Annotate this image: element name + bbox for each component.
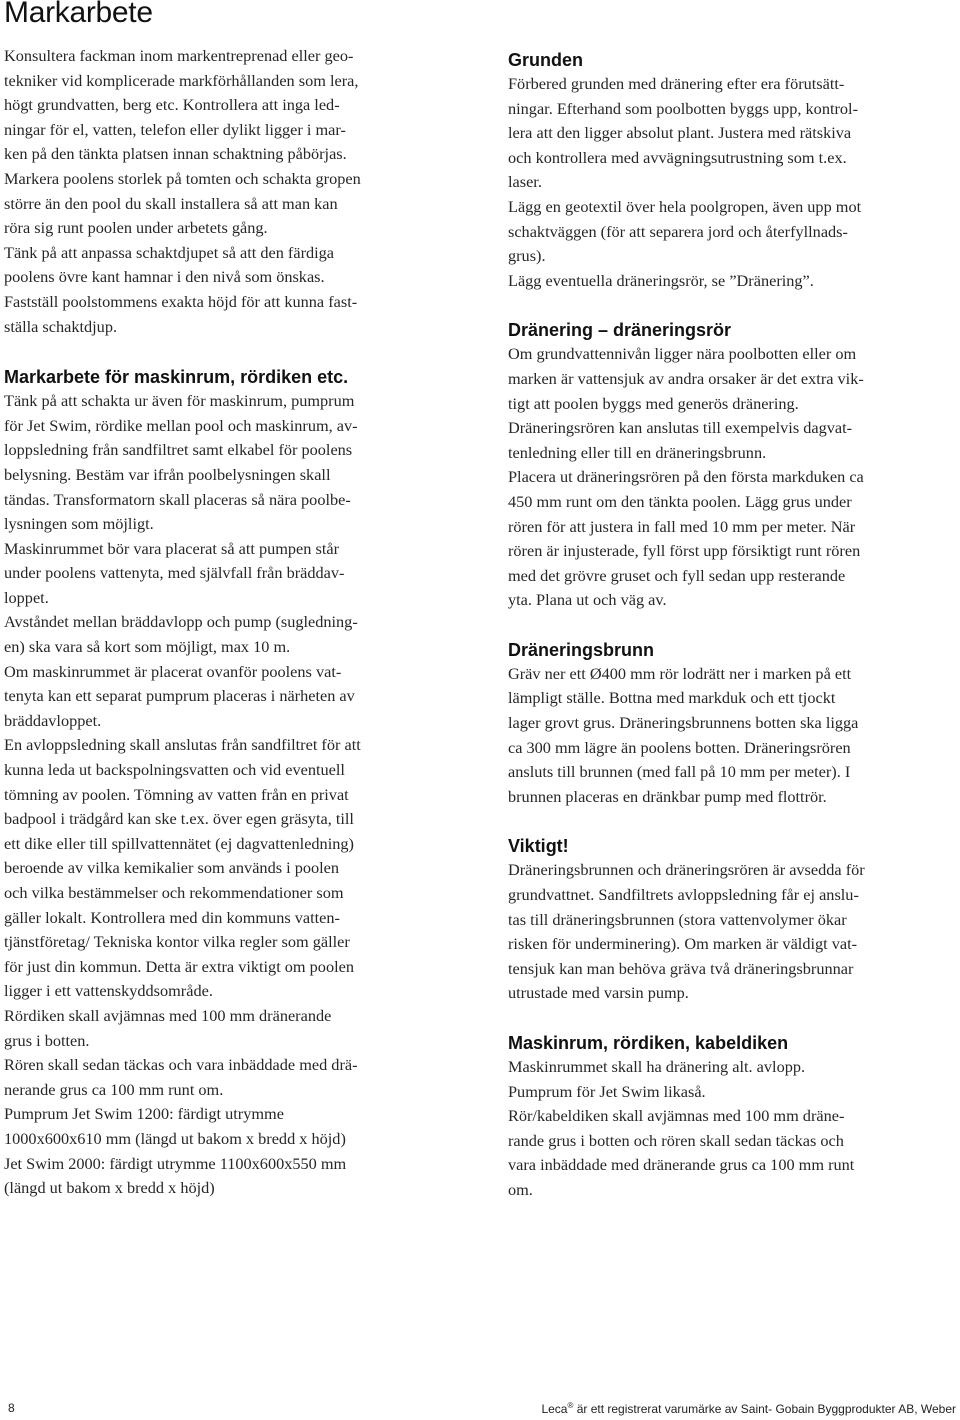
maskinrum-paragraph-4: Om maskinrummet är placerat ovanför poolens vat- tenyta kan ett separat pumprum placeras i närheten av bräddavloppet. <box>4 661 355 730</box>
viktigt-paragraph-1: Dräneringsbrunnen och dräneringsrören är avsedda för grundvattnet. Sandfiltrets avloppsledning får ej anslu- tas till dräneringsbrunnen (stora vattenvolymer ökar risken för underminering). Om marken är väldigt vat- tensjuk kan man behöva gräva två dräneringsbrunnar utrustade med varsin pump. <box>508 860 865 1003</box>
heading-grunden: Grunden <box>508 50 583 70</box>
section-heading-maskinrum: Markarbete för maskinrum, rördiken etc. <box>4 367 349 388</box>
section-dranering <box>508 318 960 613</box>
dranering-paragraph-1: Om grundvattennivån ligger nära poolbotten eller om marken är vattensjuk av andra orsaker är det extra vik- tigt att poolen byggs med generös dränering. <box>508 344 864 413</box>
page-title: Markarbete <box>4 0 153 29</box>
intro-paragraph-1: Konsultera fackman inom markentreprenad eller geo- tekniker vid komplicerade markförhållanden som lera, högt grundvatten, berg etc. Kontrollera att inga led- ningar för el, vatten, telefon eller dylikt ligger i mar- ken på den tänkta platsen innan schaktning påbörjas. <box>4 46 359 164</box>
grunden-paragraph-1: Förbered grunden med dränering efter era förutsätt- ningar. Efterhand som poolbotten byggs upp, kontrol- lera att den ligger absolut plant. Justera med rätskiva och kontrollera med avvägningsutrustning som t.ex. laser. <box>508 74 858 192</box>
dranering-paragraph-3: Placera ut dräneringsrören på den första markduken ca 450 mm runt om den tänkta poolen. Lägg grus under rören för att justera in fall med 10 mm per meter. När rören är injusterade, fyll först upp försiktigt runt rören med det grövre gruset och fyll sedan upp resterande yta. Plana ut och väg av. <box>508 467 864 610</box>
kabeldiken-paragraph-1: Maskinrummet skall ha dränering alt. avlopp. <box>508 1057 806 1076</box>
section-maskinrum-kabeldiken <box>508 1031 960 1203</box>
intro-paragraph-4: Fastställ poolstommens exakta höjd för att kunna fast- ställa schaktdjup. <box>4 291 358 336</box>
maskinrum-paragraph-5: En avloppsledning skall anslutas från sandfiltret för att kunna leda ut backspolningsvatten och vid eventuell tömning av poolen. Tömning av vatten från en privat badpool i trädgård kan ske t.ex. över egen gräsyta, till ett dike eller till spillvattennätet (ej dagvattenledning) beroende av vilka kemikalier som används i poolen och vilka bestämmelser och rekommendationer som gäller lokalt. Kontrollera med din kommuns vatten- tjänstföretag/ Tekniska kontor vilka regler som gäller för just din kommun. Detta är extra viktigt om poolen ligger i ett vattenskyddsområde. <box>4 735 361 1001</box>
section-viktigt <box>508 834 960 1006</box>
section-draneringsbrunn <box>508 638 960 810</box>
heading-dranering: Dränering – dräneringsrör <box>508 320 732 341</box>
maskinrum-paragraph-1: Tänk på att schakta ur även för maskinrum, pumprum för Jet Swim, rördike mellan pool och maskinrum, av- loppsledning från sandfiltret samt elkabel för poolens belysning. Bestäm var ifrån poolbelysningen skall tändas. Transformatorn skall placeras så nära poolbe- lysningen som möjligt. <box>4 391 358 534</box>
brand-name: Leca <box>541 1402 568 1416</box>
heading-maskinrum-kabeldiken: Maskinrum, rördiken, kabeldiken <box>508 1033 789 1053</box>
footer-trademark-note <box>541 1401 956 1416</box>
maskinrum-paragraph-3: Avståndet mellan bräddavlopp och pump (sugledning- en) ska vara så kort som möjligt, max 10 m. <box>4 612 358 657</box>
maskinrum-paragraph-9: Jet Swim 2000: färdigt utrymme 1100x600x550 mm (längd ut bakom x bredd x höjd) <box>4 1153 347 1198</box>
grunden-paragraph-2: Lägg en geotextil över hela poolgropen, även upp mot schaktväggen (för att separera jord och återfyllnads- grus). <box>508 196 862 266</box>
draneringsbrunn-paragraph-1: Gräv ner ett Ø400 mm rör lodrätt ner i marken på ett lämpligt ställe. Bottna med markduk och ett tjockt lager grovt grus. Dräneringsbrunnens botten ska ligga ca 300 mm lägre än poolens botten. Dräneringsrören ansluts till brunnen (med fall på 10 mm per meter). I brunnen placeras en dränkbar pump med flottrör. <box>508 663 859 806</box>
maskinrum-paragraph-7: Rören skall sedan täckas och vara inbäddade med drä- nerande grus ca 100 mm runt om. <box>4 1055 358 1099</box>
kabeldiken-paragraph-2: Pumprum för Jet Swim likaså. <box>508 1081 706 1101</box>
right-column <box>508 48 960 1203</box>
heading-viktigt: Viktigt! <box>508 836 569 857</box>
maskinrum-paragraph-6: Rördiken skall avjämnas med 100 mm dränerande grus i botten. <box>4 1005 332 1050</box>
kabeldiken-paragraph-3: Rör/kabeldiken skall avjämnas med 100 mm dräne- rande grus i botten och rören skall sedan täckas och vara inbäddade med dränerande grus ca 100 mm runt om. <box>508 1106 855 1199</box>
registered-mark: ® <box>567 1401 574 1410</box>
maskinrum-paragraph-8: Pumprum Jet Swim 1200: färdigt utrymme 1000x600x610 mm (längd ut bakom x bredd x höjd) <box>4 1104 346 1148</box>
trademark-text: är ett registrerat varumärke av Saint- Gobain Byggprodukter AB, Weber <box>573 1402 956 1416</box>
heading-draneringsbrunn: Dräneringsbrunn <box>508 639 655 660</box>
left-column <box>4 44 454 1201</box>
section-grunden <box>508 48 960 293</box>
dranering-paragraph-2: Dräneringsrören kan anslutas till exempelvis dagvat- tenledning eller till en dräneringsbrunn. <box>508 418 853 462</box>
intro-paragraph-2: Markera poolens storlek på tomten och schakta gropen större än den pool du skall installera så att man kan röra sig runt poolen under arbetets gång. <box>4 168 361 238</box>
intro-paragraph-3: Tänk på att anpassa schaktdjupet så att den färdiga poolens övre kant hamnar i den nivå som önskas. <box>4 242 335 287</box>
grunden-paragraph-3: Lägg eventuella dräneringsrör, se ”Dränering”. <box>508 270 814 290</box>
maskinrum-paragraph-2: Maskinrummet bör vara placerat så att pumpen står under poolens vattenyta, med självfall från bräddav- loppet. <box>4 538 345 607</box>
page-number: 8 <box>8 1401 15 1415</box>
